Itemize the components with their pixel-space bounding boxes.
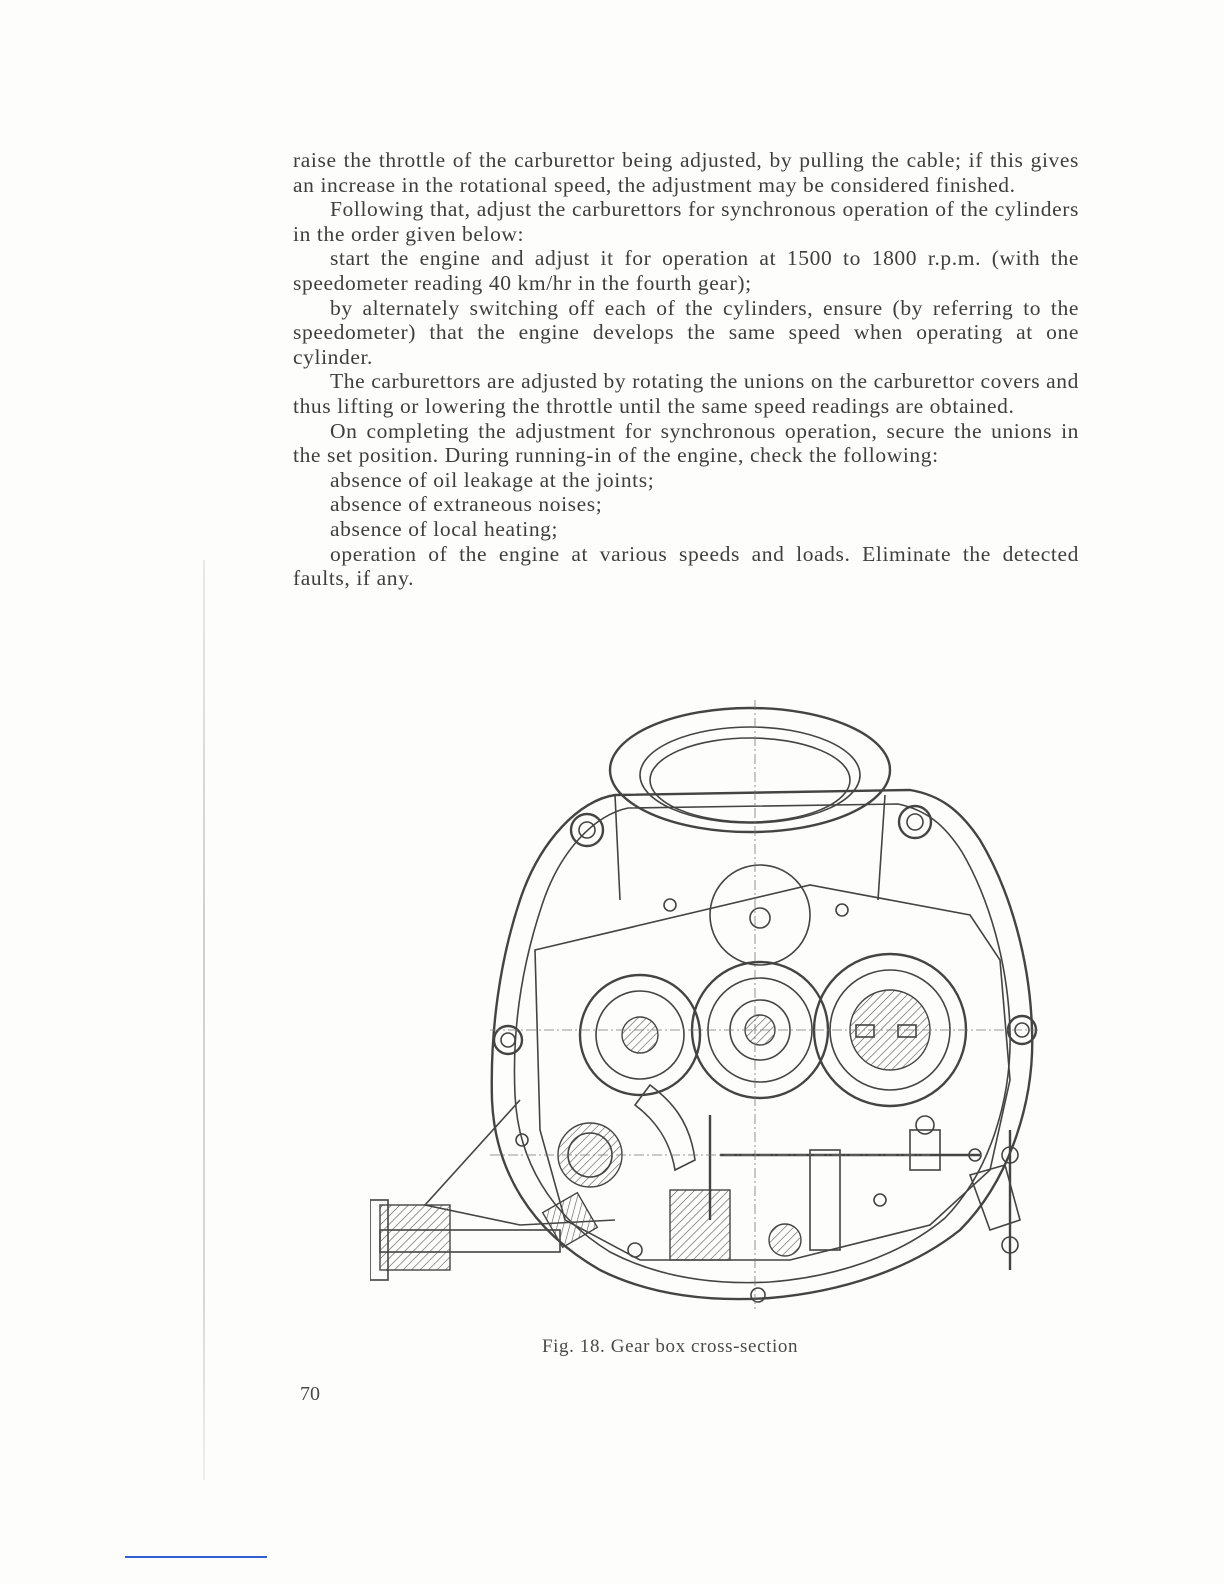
checklist-item: absence of extraneous noises; — [330, 492, 603, 517]
figure-caption: Fig. 18. Gear box cross-section — [542, 1336, 799, 1357]
paragraph: by alternately switching off each of the cylinders, ensure (by referring to the speedometer) that the engine develops the same speed when operating at one cylinder. — [293, 295, 1079, 369]
paragraph: Following that, adjust the carburettors for synchronous operation of the cylinders in the order given below: — [293, 197, 1079, 246]
checklist-item: absence of oil leakage at the joints; — [330, 467, 655, 492]
gearbox-cross-section-drawing — [370, 700, 1060, 1320]
checklist-item: absence of local heating; — [330, 516, 559, 541]
bottom-accent-line — [125, 1556, 267, 1558]
body-text — [293, 148, 1079, 591]
paragraph: start the engine and adjust it for operation at 1500 to 1800 r.p.m. (with the speedometer reading 40 km/hr in the fourth gear); — [293, 246, 1079, 295]
paragraph: On completing the adjustment for synchronous operation, secure the unions in the set position. During running-in of the engine, check the following: — [293, 418, 1079, 468]
page-number: 70 — [300, 1383, 320, 1405]
scan-binding-edge — [203, 560, 205, 1480]
checklist-item: operation of the engine at various speeds and loads. Eliminate the detected faults, if any. — [293, 541, 1079, 591]
gearbox-figure — [370, 700, 1060, 1320]
paragraph: raise the throttle of the carburettor being adjusted, by pulling the cable; if this gives an increase in the rotational speed, the adjustment may be considered finished. — [293, 148, 1079, 197]
paragraph: The carburettors are adjusted by rotating the unions on the carburettor covers and thus lifting or lowering the throttle until the same speed readings are obtained. — [293, 369, 1079, 418]
